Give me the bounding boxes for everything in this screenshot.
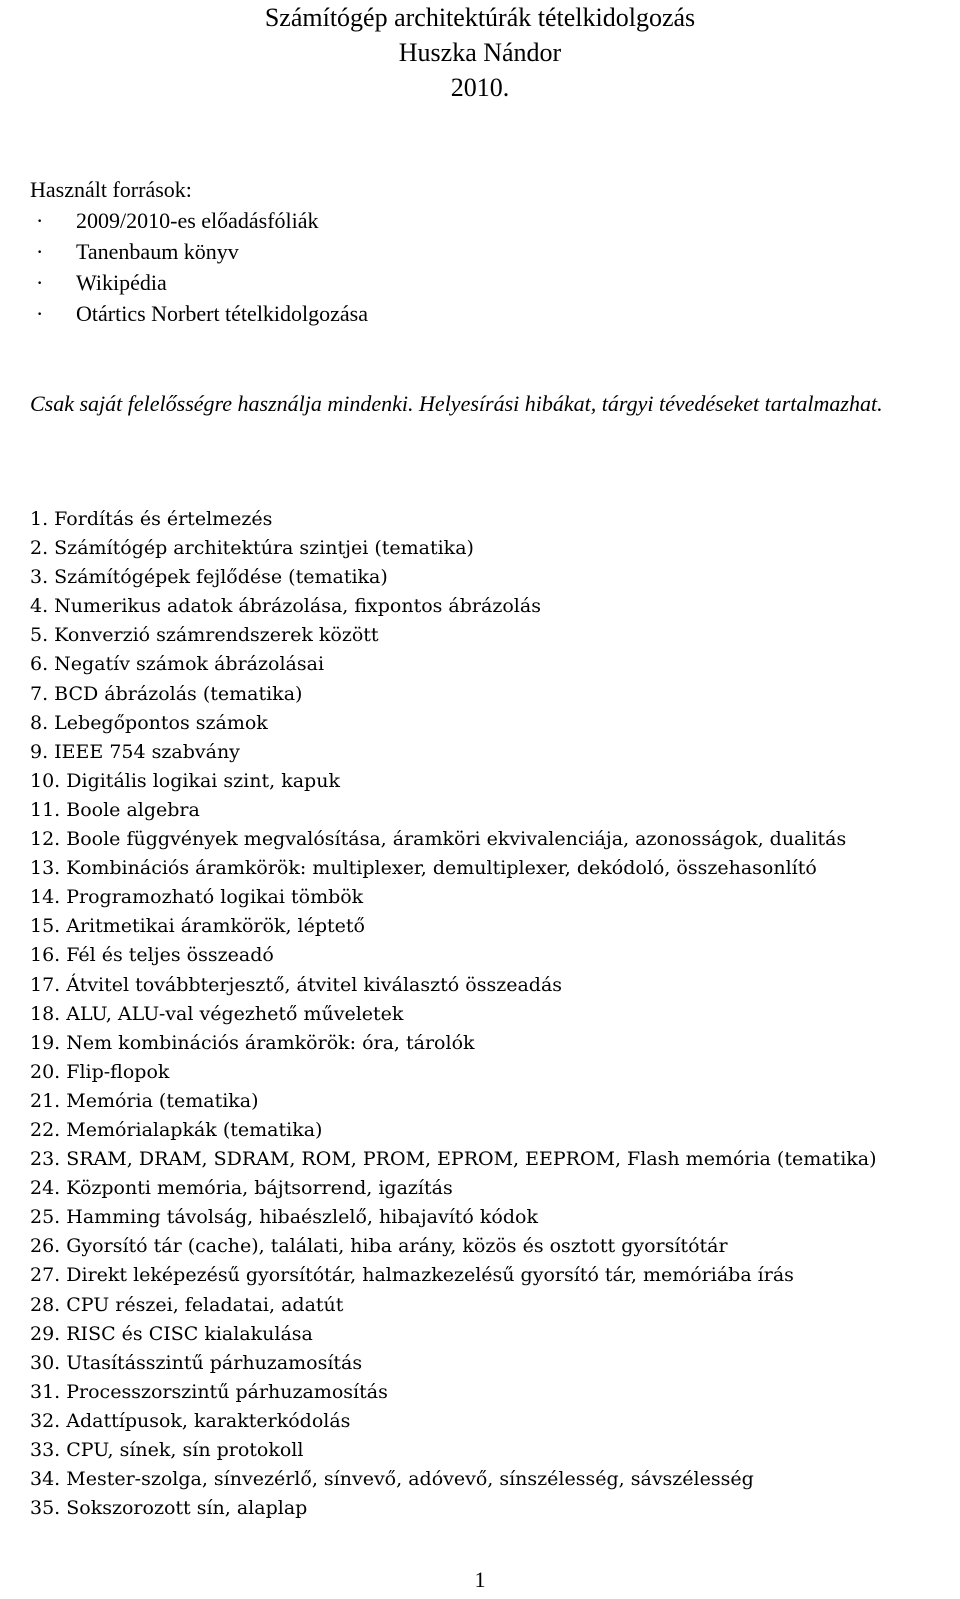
toc-item: 16. Fél és teljes összeadó bbox=[30, 944, 274, 967]
bullet-icon: · bbox=[36, 239, 44, 264]
toc-item: 22. Memórialapkák (tematika) bbox=[30, 1118, 323, 1141]
toc-item: 4. Numerikus adatok ábrázolása, fixpontos ábrázolás bbox=[30, 595, 541, 618]
title-block bbox=[0, 0, 960, 105]
toc-item: 7. BCD ábrázolás (tematika) bbox=[30, 682, 303, 705]
toc-item: 14. Programozható logikai tömbök bbox=[30, 886, 364, 909]
source-item bbox=[30, 298, 368, 329]
sources-section bbox=[30, 174, 368, 329]
toc-item: 13. Kombinációs áramkörök: multiplexer, demultiplexer, dekódoló, összehasonlító bbox=[30, 857, 817, 880]
source-item-label: Tanenbaum könyv bbox=[76, 239, 239, 264]
toc-item: 2. Számítógép architektúra szintjei (tematika) bbox=[30, 537, 474, 560]
toc-item: 32. Adattípusok, karakterkódolás bbox=[30, 1409, 351, 1432]
author-name: Huszka Nándor bbox=[398, 38, 562, 67]
toc-item: 9. IEEE 754 szabvány bbox=[30, 740, 240, 763]
toc-item: 21. Memória (tematika) bbox=[30, 1089, 259, 1112]
toc-item: 35. Sokszorozott sín, alaplap bbox=[30, 1497, 308, 1520]
page-number: 1 bbox=[474, 1567, 486, 1592]
toc-item: 3. Számítógépek fejlődése (tematika) bbox=[30, 566, 388, 589]
toc-item: 15. Aritmetikai áramkörök, léptető bbox=[30, 915, 365, 938]
toc-item: 23. SRAM, DRAM, SDRAM, ROM, PROM, EPROM, EEPROM, Flash memória (tematika) bbox=[30, 1148, 877, 1171]
source-item-label: Wikipédia bbox=[76, 270, 167, 295]
toc-item: 5. Konverzió számrendszerek között bbox=[30, 624, 379, 647]
toc-item: 24. Központi memória, bájtsorrend, igazítás bbox=[30, 1177, 453, 1200]
toc-item: 31. Processzorszintű párhuzamosítás bbox=[30, 1380, 388, 1403]
source-item-label: 2009/2010-es előadásfóliák bbox=[76, 208, 319, 233]
toc-item: 1. Fordítás és értelmezés bbox=[30, 508, 273, 530]
document-year: 2010. bbox=[450, 73, 510, 102]
toc-item: 17. Átvitel továbbterjesztő, átvitel kiválasztó összeadás bbox=[30, 973, 563, 996]
bullet-icon: · bbox=[36, 301, 44, 326]
toc-item: 19. Nem kombinációs áramkörök: óra, tárolók bbox=[30, 1031, 475, 1054]
toc-item: 18. ALU, ALU-val végezhető műveletek bbox=[30, 1002, 404, 1025]
toc-item: 12. Boole függvények megvalósítása, áramköri ekvivalenciája, azonosságok, dualitás bbox=[30, 828, 847, 851]
source-item bbox=[30, 267, 368, 298]
toc-item: 30. Utasításszintű párhuzamosítás bbox=[30, 1351, 363, 1374]
toc-item: 34. Mester-szolga, sínvezérlő, sínvevő, adóvevő, sínszélesség, sávszélesség bbox=[30, 1468, 754, 1491]
toc-item: 6. Negatív számok ábrázolásai bbox=[30, 653, 325, 676]
sources-heading: Használt források: bbox=[30, 177, 192, 202]
source-item bbox=[30, 236, 368, 267]
toc-item: 26. Gyorsító tár (cache), találati, hiba arány, közös és osztott gyorsítótár bbox=[30, 1235, 728, 1258]
toc-item: 27. Direkt leképezésű gyorsítótár, halmazkezelésű gyorsító tár, memóriába írás bbox=[30, 1264, 794, 1287]
toc-item: 20. Flip-flopok bbox=[30, 1060, 170, 1083]
source-item bbox=[30, 205, 368, 236]
toc-item: 33. CPU, sínek, sín protokoll bbox=[30, 1439, 304, 1461]
toc-item: 25. Hamming távolság, hibaészlelő, hibajavító kódok bbox=[30, 1206, 538, 1229]
document-title: Számítógép architektúrák tételkidolgozás bbox=[264, 3, 696, 32]
bullet-icon: · bbox=[36, 208, 44, 233]
bullet-icon: · bbox=[36, 270, 44, 295]
toc-item: 28. CPU részei, feladatai, adatút bbox=[30, 1293, 344, 1316]
toc-item: 10. Digitális logikai szint, kapuk bbox=[30, 769, 340, 792]
toc-item: 11. Boole algebra bbox=[30, 798, 200, 821]
source-item-label: Otártics Norbert tételkidolgozása bbox=[76, 301, 369, 326]
toc-item: 8. Lebegőpontos számok bbox=[30, 711, 268, 734]
sources-list bbox=[30, 205, 368, 329]
table-of-contents bbox=[30, 505, 877, 1523]
toc-item: 29. RISC és CISC kialakulása bbox=[30, 1322, 313, 1345]
disclaimer-text: Csak saját felelősségre használja mindenki. Helyesírási hibákat, tárgyi tévedéseket tartalmazhat. bbox=[30, 391, 883, 416]
